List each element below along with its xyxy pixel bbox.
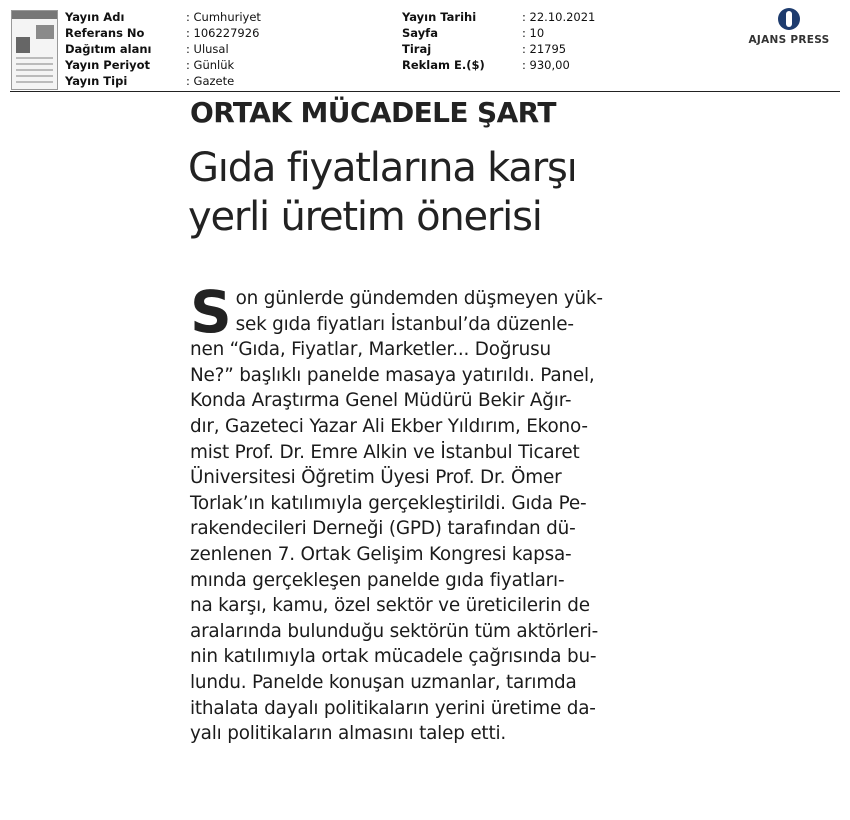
meta-row-sayfa [402, 26, 438, 40]
meta-label: Yayın Tarihi [402, 10, 477, 24]
meta-label: Yayın Adı [65, 10, 125, 24]
meta-value-yayin-tarihi: : 22.10.2021 [522, 10, 596, 24]
ajans-press-logo-icon [778, 8, 800, 30]
body-line: Torlak’ın katılımıyla gerçekleştirildi. Gıda Pe- [190, 492, 587, 514]
body-line: on günlerde gündemden düşmeyen yük- [235, 288, 603, 309]
meta-row-yayin-tarihi [402, 10, 476, 24]
body-line: yalı politikaların almasını talep etti. [190, 723, 507, 745]
article-kicker: ORTAK MÜCADELE ŞART [190, 96, 556, 129]
header-divider [10, 91, 840, 92]
meta-label: Referans No [65, 26, 145, 40]
meta-row-yayin-tipi [65, 74, 127, 88]
body-line: lundu. Panelde konuşan uzmanlar, tarımda [190, 671, 577, 693]
meta-value: Ulusal [193, 42, 229, 56]
meta-value-sayfa: : 10 [522, 26, 545, 40]
body-line: ithalata dayalı politikaların yerini üretime da- [190, 697, 596, 719]
body-line: aralarında bulunduğu sektörün tüm aktörleri- [190, 620, 599, 642]
body-line: Ne?” başlıklı panelde masaya yatırıldı. Panel, [190, 364, 595, 386]
article-title [188, 144, 708, 242]
meta-value: 106227926 [193, 26, 260, 40]
body-line: dır, Gazeteci Yazar Ali Ekber Yıldırım, Ekono- [190, 415, 588, 437]
article-title-line: yerli üretim önerisi [188, 194, 542, 240]
meta-value-dagitim-alani: : Ulusal [186, 42, 229, 56]
meta-value: 930,00 [529, 58, 570, 72]
meta-value: Günlük [193, 58, 235, 72]
clipping-header [0, 0, 850, 92]
meta-row-referans-no [65, 26, 144, 40]
meta-label: Sayfa [402, 26, 438, 40]
meta-value-yayin-periyot: : Günlük [186, 58, 235, 72]
ajans-press-logo [744, 8, 834, 58]
meta-value: Gazete [193, 74, 235, 88]
meta-value-tiraj: : 21795 [522, 42, 567, 56]
meta-value-yayin-adi: : Cumhuriyet [186, 10, 261, 24]
body-line: na karşı, kamu, özel sektör ve üreticilerin de [190, 595, 590, 617]
body-line: sek gıda fiyatları İstanbul’da düzenle- [235, 313, 574, 335]
meta-value-reklam: : 930,00 [522, 58, 570, 72]
body-line: mist Prof. Dr. Emre Alkin ve İstanbul Ticaret [190, 441, 580, 463]
drop-cap: S [190, 278, 232, 346]
meta-value-yayin-tipi: : Gazete [186, 74, 235, 88]
meta-row-yayin-periyot [65, 58, 150, 72]
meta-row-dagitim-alani [65, 42, 152, 56]
meta-label: Yayın Tipi [65, 74, 128, 88]
body-line: zenlenen 7. Ortak Gelişim Kongresi kapsa- [190, 543, 572, 565]
body-line: rakendecileri Derneği (GPD) tarafından dü- [190, 518, 576, 540]
meta-value-referans-no: : 106227926 [186, 26, 260, 40]
meta-label: Yayın Periyot [65, 58, 151, 72]
article-title-line: Gıda fiyatlarına karşı [188, 145, 577, 191]
meta-label: Tiraj [402, 42, 432, 56]
meta-row-tiraj [402, 42, 431, 56]
meta-label: Dağıtım alanı [65, 42, 152, 56]
body-line: Konda Araştırma Genel Müdürü Bekir Ağır- [190, 390, 572, 412]
meta-row-yayin-adi [65, 10, 124, 24]
logo-text: AJANS PRESS [748, 34, 830, 46]
body-line: nen “Gıda, Fiyatlar, Marketler... Doğrusu [190, 339, 551, 361]
meta-value: 10 [529, 26, 545, 40]
body-line: nin katılımıyla ortak mücadele çağrısında bu- [190, 646, 597, 668]
meta-label: Reklam E.($) [402, 58, 485, 72]
body-line: Üniversitesi Öğretim Üyesi Prof. Dr. Ömer [190, 467, 562, 489]
meta-value: 22.10.2021 [529, 10, 596, 24]
meta-value: Cumhuriyet [193, 10, 261, 24]
body-line: mında gerçekleşen panelde gıda fiyatları- [190, 569, 565, 591]
newspaper-page-thumbnail [11, 10, 58, 90]
article-body [190, 278, 670, 747]
meta-row-reklam [402, 58, 485, 72]
meta-value: 21795 [529, 42, 567, 56]
